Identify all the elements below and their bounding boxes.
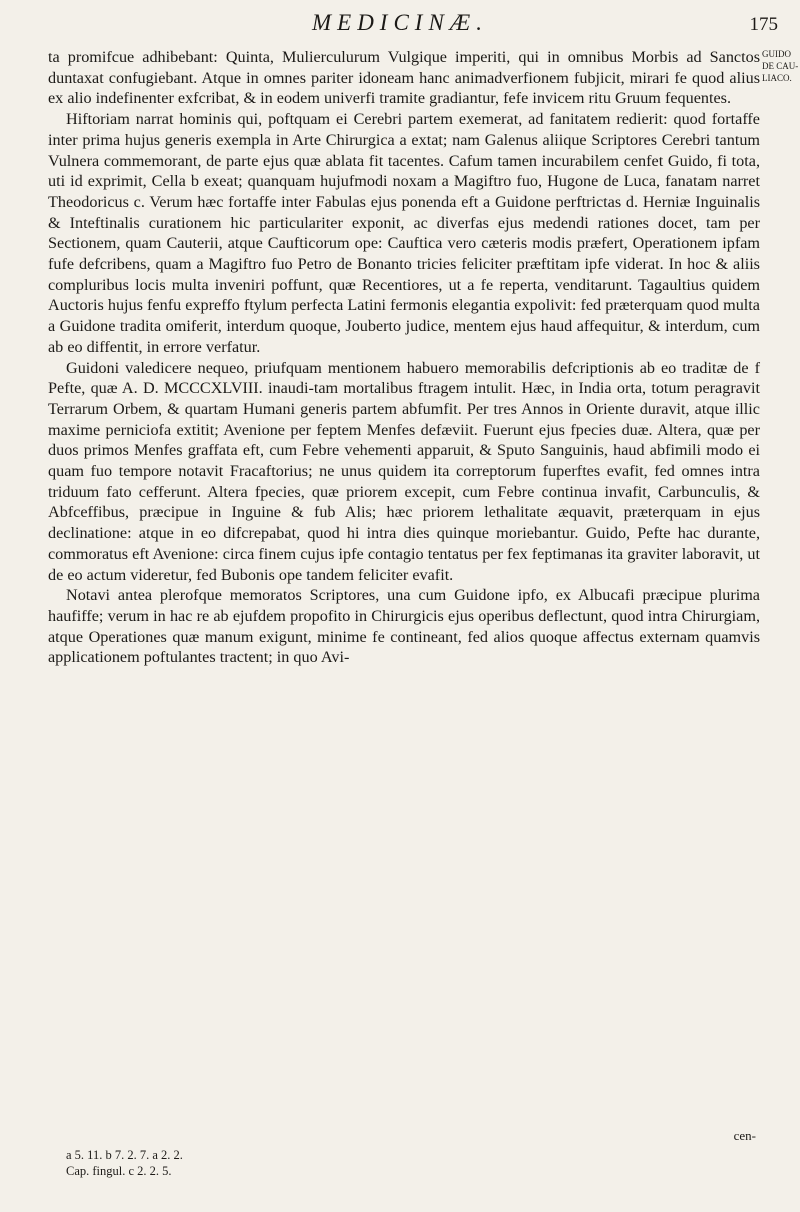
paragraph: Guidoni valedicere nequeo, priufquam mentionem habuero memorabilis defcriptionis ab eo traditæ de f Pefte, quæ A. D. MCCCXLVIII. inaudi-tam mortalibus ftragem intulit. Hæc, in India orta, totum peragravit Terrarum Orbem, & quartam Humani generis partem abfumfit. Per tres Annos in Oriente duravit, atque illic maxime perniciofa extitit; Avenione per feptem Menfes defæviit. Fuerunt ejus fpecies duæ. Altera, quæ per duos primos Menfes graffata eft, cum Febre vehementi apparuit, & Sputo Sanguinis, haud abfimili modo ei quam fuo tempore notavit Fracaftorius; ne unus quidem ita correptorum fuperftes evafit, fed omnes intra triduum fato cefferunt. Altera fpecies, quæ priorem excepit, cum Febre continua invafit, Carbunculis, & Abfceffibus, præcipue in Inguine & fub Alis; hæc priorem lethalitate æquavit, præterquam in ejus declinatione: atque in eo difcrepabat, quod hi intra dies quinque moriebantur. Guido, Pefte hac durante, commoratus eft Avenione: circa finem cujus ipfe contagio tentatus per fex feptimanas ita graviter laboravit, ut de eo actum videretur, fed Bubonis ope tandem feliciter evafit. [48,358,760,584]
running-title: MEDICINÆ. [311,10,489,35]
paragraph: Hiftoriam narrat hominis qui, poftquam ei Cerebri partem exemerat, ad fanitatem redierit: quod fortaffe inter prima hujus generis exempla in Arte Chirurgica a extat; nam Galenus aliique Scriptores Cerebri tantum Vulnera commemorant, de parte ejus quæ ablata fit tacentes. Cafum tamen incurabilem cenfet Guido, fi tota, uti id exprimit, Cella b exeat; quanquam hujufmodi noxam a Magiftro fuo, Hugone de Luca, fanatam narret Theodoricus c. Verum hæc fortaffe inter Fabulas ejus ponenda eft a Guidone perftrictas d. Herniæ Inguinalis & Inteftinalis curationem hic particulariter exponit, ac diverfas ejus medendi rationes docet, tam per Sectionem, quam Cauterii, atque Caufticorum ope: Cauftica vero cæteris modis præfert, Operationem ipfam fufe defcribens, quam a Magiftro fuo Petro de Bonanto tricies feliciter præftitam ipfe viderat. In hoc & aliis compluribus locis multa inveniri poffunt, quæ Recentiores, ut a fe reperta, venditarunt. Tagaultius quidem Auctoris hujus fenfu expreffo ftylum perfecta Latini fermonis elegantia expolivit: fed præterquam quod multa a Guidone tradita omiferit, interdum quoque, Jouberto judice, mentem ejus haud affequitur, & interdum, cum ab eo diffentit, in errore verfatur. [48,110,760,356]
page-number: 175 [749,14,778,35]
footnote-line: Cap. fingul. c 2. 2. 5. [66,1164,172,1178]
marginal-note [762,48,800,84]
paragraph: Notavi antea plerofque memoratos Scriptores, una cum Guidone ipfo, ex Albucafi præcipue plurima haufiffe; verum in hac re ab ejufdem propofito in Chirurgicis ejus operibus deflectunt, quod intra Chirurgiam, atque Operationes quæ manum exigunt, minime fe contineant, fed alios quoque affectus externam quamvis applicationem poftulantes tractent; in quo Avi- [48,586,760,667]
marginal-note-line: LIACO. [762,73,792,83]
marginal-note-line: GUIDO [762,49,791,59]
marginal-note-line: DE CAU- [762,61,799,71]
footnote-line: a 5. 11. b 7. 2. 7. a 2. 2. [66,1148,183,1162]
body-text [48,47,760,668]
page-header [0,10,800,44]
paragraph: ta promifcue adhibebant: Quinta, Mulierculurum Vulgique imperiti, qui in omnibus Morbis ad Sanctos duntaxat confugiebant. Atque in omnes pariter idoneam hanc animadverfionem fubjicit, mirari fe quod alius ex alio indefinenter exfcribat, & in eodem univerfi tramite gradiantur, fefe invicem ritu Gruum fequentes. [48,48,760,108]
catchword: cen- [733,1128,756,1143]
footnotes [66,1147,766,1179]
